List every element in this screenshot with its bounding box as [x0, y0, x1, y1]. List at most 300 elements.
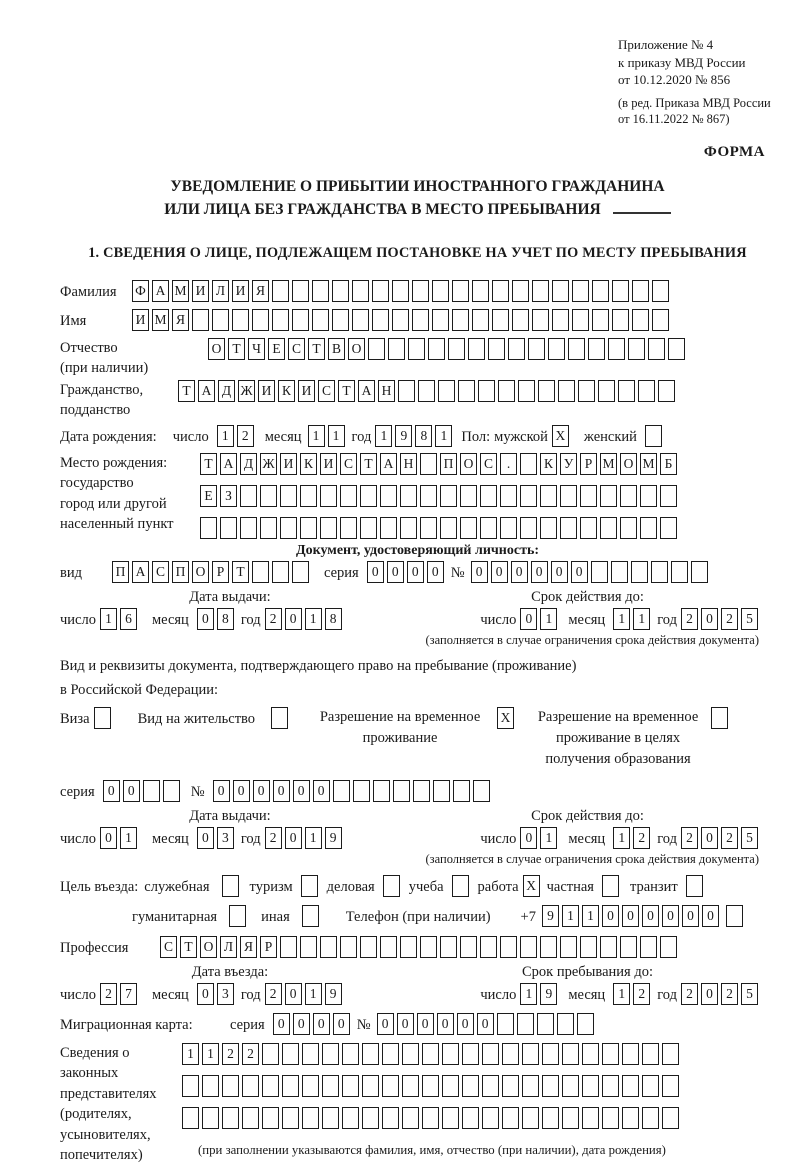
- char-box[interactable]: Р: [260, 936, 277, 958]
- char-box[interactable]: Б: [660, 453, 677, 475]
- char-box[interactable]: [482, 1043, 499, 1065]
- char-box[interactable]: [652, 309, 669, 331]
- char-box[interactable]: 0: [701, 827, 718, 849]
- char-box[interactable]: [537, 1013, 554, 1035]
- char-box[interactable]: [380, 485, 397, 507]
- char-box[interactable]: [622, 1107, 639, 1129]
- char-box[interactable]: [578, 380, 595, 402]
- char-box[interactable]: [302, 1075, 319, 1097]
- char-box[interactable]: [340, 936, 357, 958]
- char-box[interactable]: [232, 309, 249, 331]
- char-box[interactable]: [342, 1075, 359, 1097]
- char-box[interactable]: [460, 936, 477, 958]
- char-box[interactable]: [580, 936, 597, 958]
- char-box[interactable]: 1: [582, 905, 599, 927]
- char-box[interactable]: [602, 1075, 619, 1097]
- char-box[interactable]: [582, 1075, 599, 1097]
- char-box[interactable]: [340, 485, 357, 507]
- char-box[interactable]: [500, 485, 517, 507]
- char-box[interactable]: [400, 485, 417, 507]
- char-box[interactable]: А: [132, 561, 149, 583]
- char-box[interactable]: [645, 425, 662, 447]
- char-box[interactable]: Ч: [248, 338, 265, 360]
- char-box[interactable]: [658, 380, 675, 402]
- char-box[interactable]: [432, 309, 449, 331]
- char-box[interactable]: [542, 1043, 559, 1065]
- char-box[interactable]: У: [560, 453, 577, 475]
- char-box[interactable]: [580, 517, 597, 539]
- char-box[interactable]: [392, 309, 409, 331]
- char-box[interactable]: [272, 280, 289, 302]
- char-box[interactable]: 0: [397, 1013, 414, 1035]
- char-box[interactable]: 0: [407, 561, 424, 583]
- char-box[interactable]: [592, 280, 609, 302]
- char-box[interactable]: [332, 280, 349, 302]
- char-box[interactable]: 8: [325, 608, 342, 630]
- char-box[interactable]: [352, 309, 369, 331]
- char-box[interactable]: 1: [305, 827, 322, 849]
- char-box[interactable]: [382, 1075, 399, 1097]
- char-box[interactable]: [312, 309, 329, 331]
- char-box[interactable]: [548, 338, 565, 360]
- char-box[interactable]: [402, 1075, 419, 1097]
- char-box[interactable]: 1: [217, 425, 234, 447]
- char-box[interactable]: [462, 1075, 479, 1097]
- char-box[interactable]: [282, 1043, 299, 1065]
- char-box[interactable]: [382, 1043, 399, 1065]
- char-box[interactable]: [671, 561, 688, 583]
- char-box[interactable]: М: [640, 453, 657, 475]
- char-box[interactable]: И: [320, 453, 337, 475]
- char-box[interactable]: [552, 309, 569, 331]
- char-box[interactable]: [380, 517, 397, 539]
- char-box[interactable]: [400, 936, 417, 958]
- char-box[interactable]: 0: [417, 1013, 434, 1035]
- char-box[interactable]: 1: [613, 983, 630, 1005]
- char-box[interactable]: Т: [338, 380, 355, 402]
- char-box[interactable]: 8: [415, 425, 432, 447]
- char-box[interactable]: [320, 936, 337, 958]
- char-box[interactable]: О: [200, 936, 217, 958]
- char-box[interactable]: Т: [308, 338, 325, 360]
- char-box[interactable]: [282, 1107, 299, 1129]
- char-box[interactable]: 8: [217, 608, 234, 630]
- char-box[interactable]: [622, 1043, 639, 1065]
- char-box[interactable]: [580, 485, 597, 507]
- char-box[interactable]: 0: [100, 827, 117, 849]
- char-box[interactable]: [342, 1043, 359, 1065]
- char-box[interactable]: С: [152, 561, 169, 583]
- char-box[interactable]: 2: [681, 827, 698, 849]
- char-box[interactable]: 2: [222, 1043, 239, 1065]
- char-box[interactable]: Т: [228, 338, 245, 360]
- char-box[interactable]: 1: [120, 827, 137, 849]
- char-box[interactable]: [192, 309, 209, 331]
- char-box[interactable]: .: [500, 453, 517, 475]
- char-box[interactable]: [560, 936, 577, 958]
- char-box[interactable]: 1: [540, 827, 557, 849]
- char-box[interactable]: [362, 1043, 379, 1065]
- char-box[interactable]: [602, 1107, 619, 1129]
- char-box[interactable]: [420, 453, 437, 475]
- char-box[interactable]: 2: [633, 827, 650, 849]
- char-box[interactable]: [440, 517, 457, 539]
- char-box[interactable]: 1: [613, 608, 630, 630]
- char-box[interactable]: 5: [741, 827, 758, 849]
- char-box[interactable]: [320, 485, 337, 507]
- char-box[interactable]: 0: [103, 780, 120, 802]
- char-box[interactable]: [591, 561, 608, 583]
- char-box[interactable]: 0: [253, 780, 270, 802]
- char-box[interactable]: [468, 338, 485, 360]
- char-box[interactable]: [631, 561, 648, 583]
- char-box[interactable]: 0: [197, 983, 214, 1005]
- char-box[interactable]: [532, 309, 549, 331]
- char-box[interactable]: [322, 1107, 339, 1129]
- char-box[interactable]: Я: [240, 936, 257, 958]
- char-box[interactable]: [592, 309, 609, 331]
- char-box[interactable]: 1: [305, 983, 322, 1005]
- char-box[interactable]: И: [280, 453, 297, 475]
- char-box[interactable]: [520, 936, 537, 958]
- char-box[interactable]: [212, 309, 229, 331]
- char-box[interactable]: [460, 517, 477, 539]
- char-box[interactable]: [552, 280, 569, 302]
- char-box[interactable]: [642, 1075, 659, 1097]
- char-box[interactable]: [612, 309, 629, 331]
- char-box[interactable]: О: [208, 338, 225, 360]
- char-box[interactable]: [632, 280, 649, 302]
- char-box[interactable]: [438, 380, 455, 402]
- char-box[interactable]: А: [358, 380, 375, 402]
- char-box[interactable]: [600, 936, 617, 958]
- title-blank-line[interactable]: [613, 200, 671, 214]
- char-box[interactable]: 0: [520, 608, 537, 630]
- char-box[interactable]: [540, 485, 557, 507]
- char-box[interactable]: [280, 517, 297, 539]
- char-box[interactable]: 1: [613, 827, 630, 849]
- char-box[interactable]: [368, 338, 385, 360]
- char-box[interactable]: М: [600, 453, 617, 475]
- char-box[interactable]: [542, 1107, 559, 1129]
- char-box[interactable]: 2: [721, 608, 738, 630]
- char-box[interactable]: [422, 1075, 439, 1097]
- char-box[interactable]: [163, 780, 180, 802]
- char-box[interactable]: 0: [602, 905, 619, 927]
- char-box[interactable]: С: [318, 380, 335, 402]
- char-box[interactable]: Р: [212, 561, 229, 583]
- char-box[interactable]: [262, 1075, 279, 1097]
- char-box[interactable]: 0: [273, 780, 290, 802]
- char-box[interactable]: [352, 280, 369, 302]
- char-box[interactable]: [686, 875, 703, 897]
- char-box[interactable]: [383, 875, 400, 897]
- char-box[interactable]: 0: [551, 561, 568, 583]
- char-box[interactable]: К: [300, 453, 317, 475]
- char-box[interactable]: [602, 875, 619, 897]
- char-box[interactable]: [577, 1013, 594, 1035]
- char-box[interactable]: 1: [633, 608, 650, 630]
- char-box[interactable]: [280, 485, 297, 507]
- char-box[interactable]: [440, 936, 457, 958]
- char-box[interactable]: [302, 1107, 319, 1129]
- char-box[interactable]: 0: [491, 561, 508, 583]
- char-box[interactable]: [462, 1107, 479, 1129]
- char-box[interactable]: [380, 936, 397, 958]
- char-box[interactable]: [280, 936, 297, 958]
- char-box[interactable]: [620, 485, 637, 507]
- char-box[interactable]: П: [172, 561, 189, 583]
- char-box[interactable]: И: [298, 380, 315, 402]
- char-box[interactable]: С: [340, 453, 357, 475]
- char-box[interactable]: [498, 380, 515, 402]
- char-box[interactable]: О: [460, 453, 477, 475]
- char-box[interactable]: 3: [217, 983, 234, 1005]
- char-box[interactable]: [292, 280, 309, 302]
- char-box[interactable]: [662, 1107, 679, 1129]
- char-box[interactable]: 0: [285, 983, 302, 1005]
- char-box[interactable]: 0: [520, 827, 537, 849]
- char-box[interactable]: [442, 1107, 459, 1129]
- char-box[interactable]: 0: [197, 827, 214, 849]
- char-box[interactable]: [242, 1107, 259, 1129]
- char-box[interactable]: [540, 517, 557, 539]
- char-box[interactable]: Я: [252, 280, 269, 302]
- char-box[interactable]: [340, 517, 357, 539]
- char-box[interactable]: [432, 280, 449, 302]
- char-box[interactable]: [260, 517, 277, 539]
- char-box[interactable]: [413, 780, 430, 802]
- char-box[interactable]: П: [112, 561, 129, 583]
- char-box[interactable]: [497, 1013, 514, 1035]
- char-box[interactable]: [482, 1075, 499, 1097]
- char-box[interactable]: 2: [265, 608, 282, 630]
- char-box[interactable]: [602, 1043, 619, 1065]
- char-box[interactable]: [220, 517, 237, 539]
- char-box[interactable]: [480, 517, 497, 539]
- char-box[interactable]: [642, 1043, 659, 1065]
- char-box[interactable]: 0: [622, 905, 639, 927]
- char-box[interactable]: [182, 1107, 199, 1129]
- char-box[interactable]: X: [552, 425, 569, 447]
- char-box[interactable]: 0: [233, 780, 250, 802]
- char-box[interactable]: [528, 338, 545, 360]
- char-box[interactable]: [398, 380, 415, 402]
- char-box[interactable]: П: [440, 453, 457, 475]
- char-box[interactable]: 0: [531, 561, 548, 583]
- char-box[interactable]: [422, 1043, 439, 1065]
- char-box[interactable]: [94, 707, 111, 729]
- char-box[interactable]: 1: [202, 1043, 219, 1065]
- char-box[interactable]: [372, 280, 389, 302]
- char-box[interactable]: 0: [571, 561, 588, 583]
- char-box[interactable]: [622, 1075, 639, 1097]
- char-box[interactable]: 2: [100, 983, 117, 1005]
- char-box[interactable]: [422, 1107, 439, 1129]
- char-box[interactable]: 2: [237, 425, 254, 447]
- char-box[interactable]: 0: [213, 780, 230, 802]
- char-box[interactable]: [240, 517, 257, 539]
- char-box[interactable]: 1: [305, 608, 322, 630]
- char-box[interactable]: М: [152, 309, 169, 331]
- char-box[interactable]: И: [132, 309, 149, 331]
- char-box[interactable]: [648, 338, 665, 360]
- char-box[interactable]: [373, 780, 390, 802]
- char-box[interactable]: Р: [580, 453, 597, 475]
- char-box[interactable]: [302, 1043, 319, 1065]
- char-box[interactable]: 2: [681, 983, 698, 1005]
- char-box[interactable]: А: [198, 380, 215, 402]
- char-box[interactable]: [480, 485, 497, 507]
- char-box[interactable]: [272, 309, 289, 331]
- char-box[interactable]: [508, 338, 525, 360]
- char-box[interactable]: [300, 485, 317, 507]
- char-box[interactable]: [557, 1013, 574, 1035]
- char-box[interactable]: [182, 1075, 199, 1097]
- char-box[interactable]: 0: [273, 1013, 290, 1035]
- char-box[interactable]: 0: [662, 905, 679, 927]
- char-box[interactable]: [442, 1075, 459, 1097]
- char-box[interactable]: 0: [642, 905, 659, 927]
- char-box[interactable]: [542, 1075, 559, 1097]
- char-box[interactable]: [452, 280, 469, 302]
- char-box[interactable]: 1: [520, 983, 537, 1005]
- char-box[interactable]: [492, 280, 509, 302]
- char-box[interactable]: [360, 517, 377, 539]
- char-box[interactable]: [512, 309, 529, 331]
- char-box[interactable]: [517, 1013, 534, 1035]
- char-box[interactable]: Ж: [260, 453, 277, 475]
- char-box[interactable]: [388, 338, 405, 360]
- char-box[interactable]: [222, 1075, 239, 1097]
- char-box[interactable]: [540, 936, 557, 958]
- char-box[interactable]: [272, 561, 289, 583]
- char-box[interactable]: Т: [178, 380, 195, 402]
- char-box[interactable]: [518, 380, 535, 402]
- char-box[interactable]: 0: [313, 1013, 330, 1035]
- char-box[interactable]: [252, 309, 269, 331]
- char-box[interactable]: [560, 517, 577, 539]
- char-box[interactable]: 1: [435, 425, 452, 447]
- char-box[interactable]: 9: [325, 827, 342, 849]
- char-box[interactable]: 0: [511, 561, 528, 583]
- char-box[interactable]: А: [380, 453, 397, 475]
- char-box[interactable]: 0: [285, 608, 302, 630]
- char-box[interactable]: [562, 1075, 579, 1097]
- char-box[interactable]: [628, 338, 645, 360]
- char-box[interactable]: 0: [123, 780, 140, 802]
- char-box[interactable]: Я: [172, 309, 189, 331]
- char-box[interactable]: А: [220, 453, 237, 475]
- char-box[interactable]: 5: [741, 608, 758, 630]
- char-box[interactable]: [480, 936, 497, 958]
- char-box[interactable]: [560, 485, 577, 507]
- char-box[interactable]: [660, 517, 677, 539]
- char-box[interactable]: [320, 517, 337, 539]
- char-box[interactable]: 2: [242, 1043, 259, 1065]
- char-box[interactable]: 1: [375, 425, 392, 447]
- char-box[interactable]: [668, 338, 685, 360]
- char-box[interactable]: И: [192, 280, 209, 302]
- char-box[interactable]: [222, 875, 239, 897]
- char-box[interactable]: [300, 936, 317, 958]
- char-box[interactable]: [252, 561, 269, 583]
- char-box[interactable]: X: [523, 875, 540, 897]
- char-box[interactable]: [393, 780, 410, 802]
- char-box[interactable]: [420, 936, 437, 958]
- char-box[interactable]: [588, 338, 605, 360]
- char-box[interactable]: [400, 517, 417, 539]
- char-box[interactable]: [611, 561, 628, 583]
- char-box[interactable]: К: [278, 380, 295, 402]
- char-box[interactable]: Ж: [238, 380, 255, 402]
- char-box[interactable]: 0: [333, 1013, 350, 1035]
- char-box[interactable]: [200, 517, 217, 539]
- char-box[interactable]: [408, 338, 425, 360]
- char-box[interactable]: [562, 1107, 579, 1129]
- char-box[interactable]: [473, 780, 490, 802]
- char-box[interactable]: 2: [633, 983, 650, 1005]
- char-box[interactable]: [488, 338, 505, 360]
- char-box[interactable]: [600, 517, 617, 539]
- char-box[interactable]: [440, 485, 457, 507]
- char-box[interactable]: 0: [293, 1013, 310, 1035]
- char-box[interactable]: В: [328, 338, 345, 360]
- char-box[interactable]: [472, 280, 489, 302]
- char-box[interactable]: Д: [218, 380, 235, 402]
- char-box[interactable]: [300, 517, 317, 539]
- char-box[interactable]: 0: [427, 561, 444, 583]
- char-box[interactable]: 3: [217, 827, 234, 849]
- char-box[interactable]: [568, 338, 585, 360]
- char-box[interactable]: [222, 1107, 239, 1129]
- char-box[interactable]: 0: [285, 827, 302, 849]
- char-box[interactable]: [229, 905, 246, 927]
- char-box[interactable]: [642, 1107, 659, 1129]
- char-box[interactable]: 2: [721, 827, 738, 849]
- char-box[interactable]: [640, 485, 657, 507]
- char-box[interactable]: [651, 561, 668, 583]
- char-box[interactable]: 2: [265, 827, 282, 849]
- char-box[interactable]: Ф: [132, 280, 149, 302]
- char-box[interactable]: 7: [120, 983, 137, 1005]
- char-box[interactable]: С: [288, 338, 305, 360]
- char-box[interactable]: 2: [681, 608, 698, 630]
- char-box[interactable]: [433, 780, 450, 802]
- char-box[interactable]: [558, 380, 575, 402]
- char-box[interactable]: [260, 485, 277, 507]
- char-box[interactable]: 9: [540, 983, 557, 1005]
- char-box[interactable]: А: [152, 280, 169, 302]
- char-box[interactable]: 0: [471, 561, 488, 583]
- char-box[interactable]: [460, 485, 477, 507]
- char-box[interactable]: [262, 1043, 279, 1065]
- char-box[interactable]: 0: [377, 1013, 394, 1035]
- char-box[interactable]: [572, 309, 589, 331]
- char-box[interactable]: [582, 1043, 599, 1065]
- char-box[interactable]: Н: [400, 453, 417, 475]
- char-box[interactable]: 9: [395, 425, 412, 447]
- char-box[interactable]: [562, 1043, 579, 1065]
- char-box[interactable]: [600, 485, 617, 507]
- char-box[interactable]: X: [497, 707, 514, 729]
- char-box[interactable]: И: [258, 380, 275, 402]
- char-box[interactable]: [520, 517, 537, 539]
- char-box[interactable]: [453, 780, 470, 802]
- char-box[interactable]: Е: [268, 338, 285, 360]
- char-box[interactable]: [532, 280, 549, 302]
- char-box[interactable]: [292, 309, 309, 331]
